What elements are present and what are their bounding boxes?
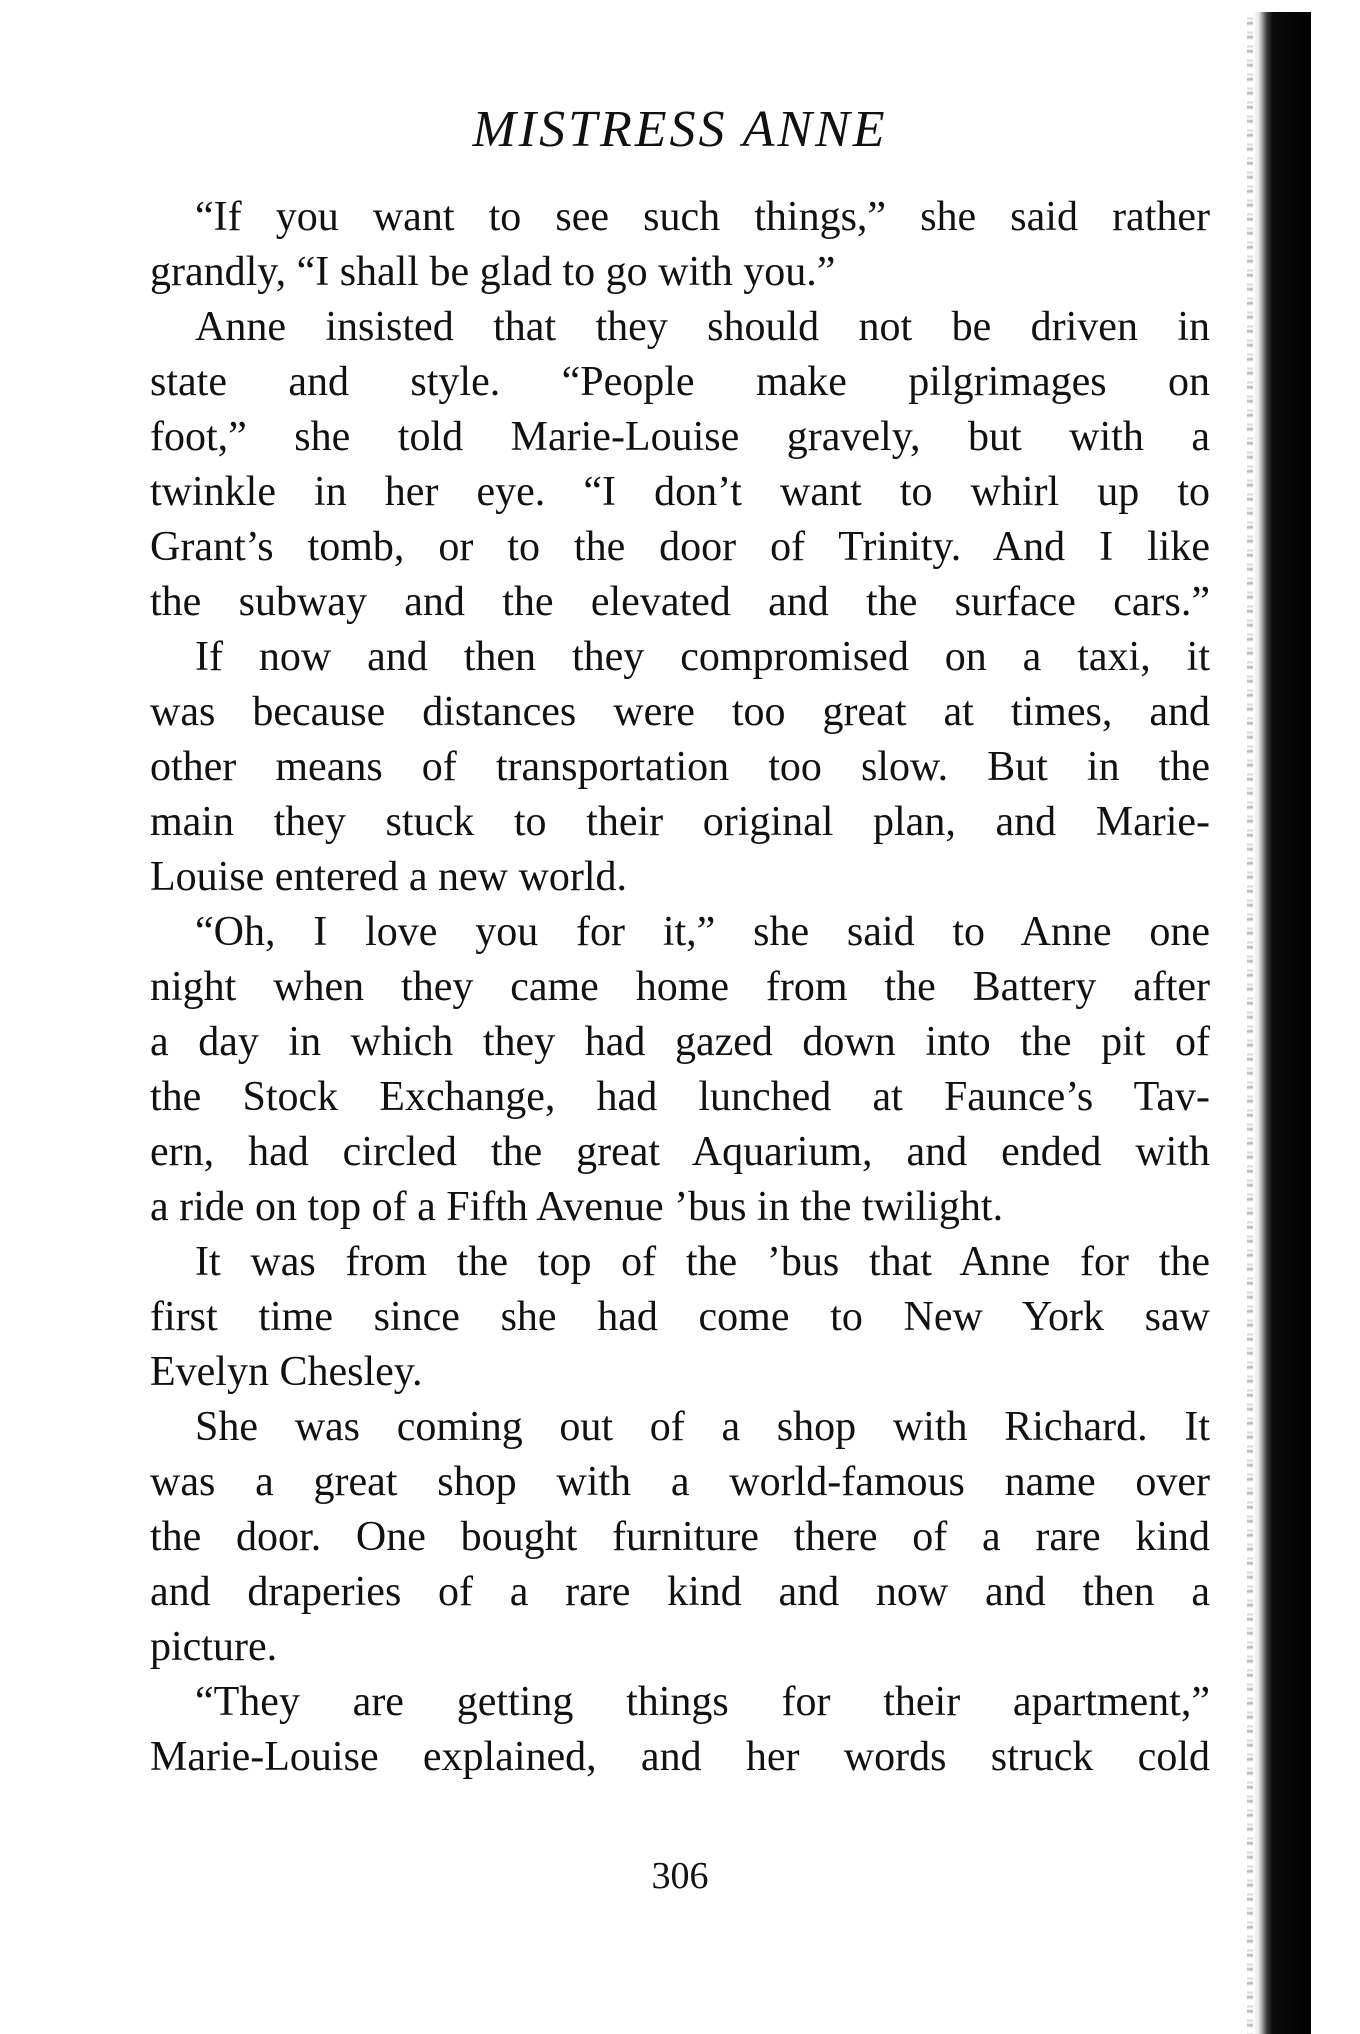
text-line: and draperies of a rare kind and now and then a (150, 1569, 1210, 1615)
text-line: the door. One bought furniture there of a rare kind (150, 1514, 1210, 1560)
text-line: a ride on top of a Fifth Avenue ’bus in the twilight. (150, 1184, 1004, 1230)
running-head: MISTRESS ANNE (472, 101, 888, 158)
text-line: foot,” she told Marie-Louise gravely, but with a (150, 414, 1210, 460)
text-line: Marie-Louise explained, and her words struck cold (150, 1734, 1210, 1780)
body-text (150, 190, 1210, 1785)
text-line: “If you want to see such things,” she said rather (195, 194, 1210, 240)
text-line: was a great shop with a world-famous name over (150, 1459, 1210, 1505)
text-line: the Stock Exchange, had lunched at Faunce’s Tav- (150, 1074, 1210, 1120)
text-line: main they stuck to their original plan, and Marie- (150, 799, 1210, 845)
text-line: the subway and the elevated and the surface cars.” (150, 579, 1210, 625)
binding-shadow (1253, 12, 1311, 2034)
text-line: picture. (150, 1624, 278, 1670)
text-line: She was coming out of a shop with Richard. It (195, 1404, 1210, 1450)
page-number: 306 (651, 1855, 709, 1897)
text-line: was because distances were too great at times, and (150, 689, 1210, 735)
text-line: twinkle in her eye. “I don’t want to whirl up to (150, 469, 1210, 515)
text-line: state and style. “People make pilgrimages on (150, 359, 1210, 405)
text-line: Grant’s tomb, or to the door of Trinity. And I like (150, 524, 1210, 570)
text-line: If now and then they compromised on a taxi, it (195, 634, 1210, 680)
text-line: other means of transportation too slow. But in the (150, 744, 1210, 790)
text-line: first time since she had come to New York saw (150, 1294, 1210, 1340)
text-line: “They are getting things for their apartment,” (195, 1679, 1210, 1725)
text-line: grandly, “I shall be glad to go with you.” (150, 249, 836, 295)
text-line: a day in which they had gazed down into the pit of (150, 1019, 1210, 1065)
text-line: ern, had circled the great Aquarium, and ended with (150, 1129, 1210, 1175)
text-line: It was from the top of the ’bus that Anne for the (195, 1239, 1210, 1285)
text-line: night when they came home from the Battery after (150, 964, 1210, 1010)
text-line: Louise entered a new world. (150, 854, 627, 900)
text-line: Anne insisted that they should not be driven in (195, 304, 1210, 350)
text-line: Evelyn Chesley. (150, 1349, 423, 1395)
text-line: “Oh, I love you for it,” she said to Anne one (195, 909, 1210, 955)
